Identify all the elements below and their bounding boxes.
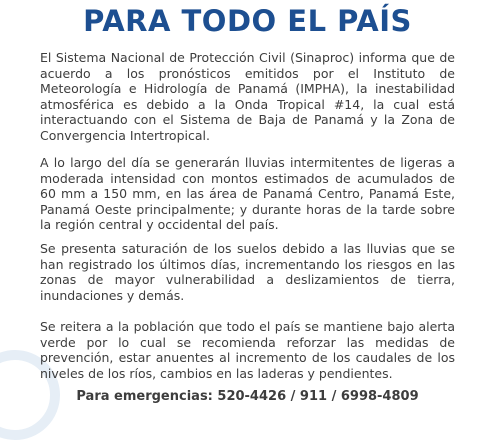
page-title: PARA TODO EL PAÍS	[83, 4, 412, 38]
paragraph-rainfall: A lo largo del día se generarán lluvias intermitentes de ligeras a moderada intensidad con montos estimados de acumulados de 60 mm a 150 mm, en las área de Panamá Centro, Panamá Este, Panamá Oeste principalmente; y durante horas de la tarde sobre la región central y occidental del país.	[40, 155, 455, 232]
emergency-contacts: Para emergencias: 520-4426 / 911 / 6998-4809	[76, 389, 419, 404]
paragraph-alert: Se reitera a la población que todo el país se mantiene bajo alerta verde por lo cual se recomienda reforzar las medidas de prevención, estar anuentes al incremento de los caudales de los niveles de los ríos, cambios en las laderas y pendientes.	[40, 319, 455, 381]
paragraph-intro: El Sistema Nacional de Protección Civil (Sinaproc) informa que de acuerdo a los pronósticos emitidos por el Instituto de Meteorología e Hidrología de Panamá (IMPHA), la inestabilidad atmosférica es debido a la Onda Tropical #14, la cual está interactuando con el Sistema de Baja de Panamá y la Zona de Convergencia Intertropical.	[40, 50, 455, 143]
paragraph-soil-saturation: Se presenta saturación de los suelos debido a las lluvias que se han registrado los últimos días, incrementando los riesgos en las zonas de mayor vulnerabilidad a deslizamientos de tierra, inundaciones y demás.	[40, 241, 455, 303]
